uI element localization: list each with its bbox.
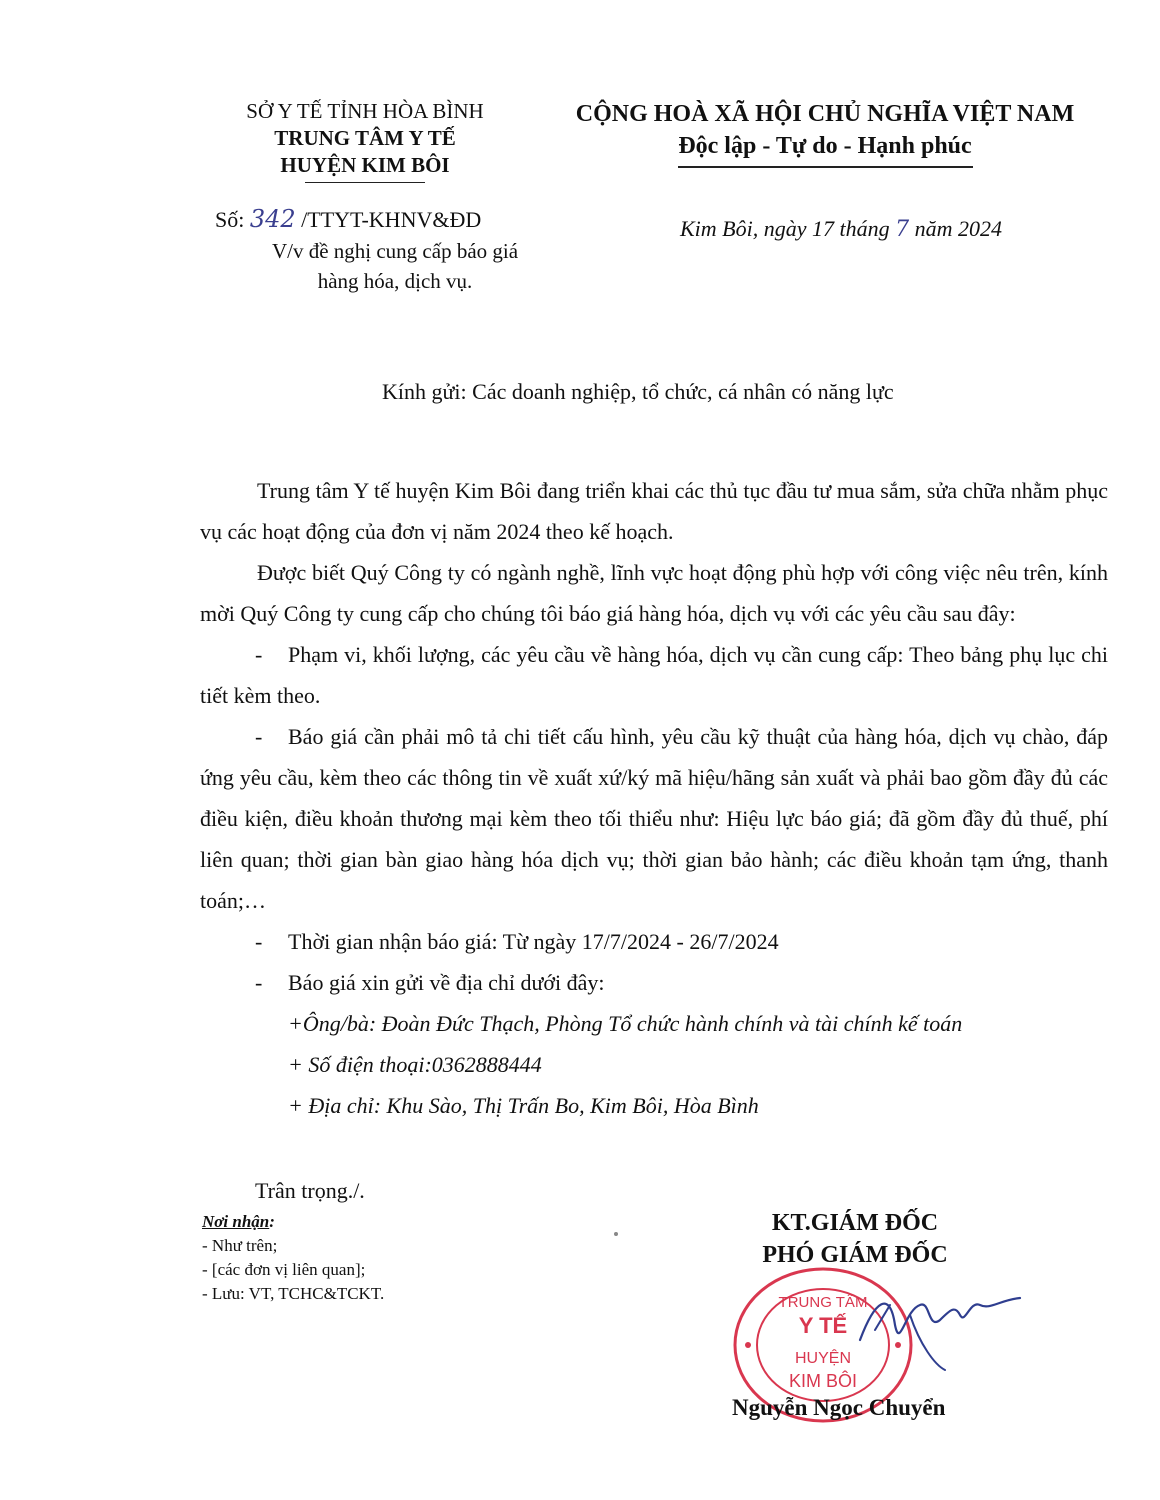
- number-prefix: Số:: [215, 207, 245, 232]
- dash-marker: -: [255, 724, 263, 749]
- stamp-text-line1: TRUNG TÂM: [778, 1294, 868, 1311]
- contact-address: + Địa chỉ: Khu Sào, Thị Trấn Bo, Kim Bôi, Hòa Bình: [288, 1093, 759, 1118]
- recipient-item: - Như trên;: [202, 1236, 278, 1255]
- date-suffix: năm 2024: [914, 216, 1002, 241]
- dash-marker: -: [255, 929, 263, 954]
- letter-body: [200, 470, 1108, 1126]
- body-paragraph-2: Được biết Quý Công ty có ngành nghề, lĩnh vực hoạt động phù hợp với công việc nêu trên, kính mời Quý Công ty cung cấp cho chúng tôi báo giá hàng hóa, dịch vụ với các yêu cầu sau đây:: [200, 560, 1108, 626]
- organization-name-line1: TRUNG TÂM Y TẾ: [274, 126, 456, 150]
- requirement-text-1: Phạm vi, khối lượng, các yêu cầu về hàng hóa, dịch vụ cần cung cấp: Theo bảng phụ lục chi tiết kèm theo.: [200, 642, 1108, 708]
- subject-line2: hàng hóa, dịch vụ.: [317, 269, 473, 293]
- national-header: [545, 98, 1105, 168]
- stamp-text-line4: KIM BÔI: [788, 1371, 858, 1391]
- stamp-text-line3: HUYỆN: [794, 1350, 852, 1367]
- signer-title-line1: KT.GIÁM ĐỐC: [771, 1210, 939, 1236]
- issue-date: [680, 216, 1002, 242]
- handwritten-signature: [850, 1270, 1030, 1385]
- contact-phone: + Số điện thoại:0362888444: [288, 1052, 542, 1077]
- issuing-organization: [195, 98, 535, 183]
- requirement-text-4: Báo giá xin gửi về địa chỉ dưới đây:: [288, 970, 605, 995]
- document-number: [215, 205, 481, 233]
- recipient-item: - Lưu: VT, TCHC&TCKT.: [202, 1284, 385, 1303]
- subject-line1: V/v đề nghị cung cấp báo giá: [271, 239, 519, 263]
- requirement-text-2: Báo giá cần phải mô tả chi tiết cấu hình, yêu cầu kỹ thuật của hàng hóa, dịch vụ chào, đáp ứng yêu cầu, kèm theo các thông tin về xuất xứ/ký mã hiệu/hãng sản xuất và phải bao gồm đầy đủ các điều kiện, điều khoản thương mại kèm theo tối thiểu như: Hiệu lực báo giá; đã gồm đầy đủ thuế, phí liên quan; thời gian bàn giao hàng hóa dịch vụ; thời gian bảo hành; các điều khoản tạm ứng, thanh toán;…: [200, 724, 1108, 913]
- requirement-item-3: [200, 921, 1108, 962]
- contact-person: +Ông/bà: Đoàn Đức Thạch, Phòng Tổ chức hành chính và tài chính kế toán: [288, 1011, 963, 1036]
- date-prefix: Kim Bôi, ngày 17 tháng: [680, 216, 890, 241]
- dash-marker: -: [255, 642, 263, 667]
- organization-name-line2: HUYỆN KIM BÔI: [280, 153, 450, 177]
- recipients-list: [202, 1210, 384, 1306]
- scan-speck: [614, 1232, 618, 1236]
- requirement-text-3: Thời gian nhận báo giá: Từ ngày 17/7/2024 - 26/7/2024: [288, 929, 779, 954]
- body-paragraph-1: Trung tâm Y tế huyện Kim Bôi đang triển khai các thủ tục đầu tư mua sắm, sửa chữa nhằm phục vụ các hoạt động của đơn vị năm 2024 theo kế hoạch.: [200, 478, 1108, 544]
- header-divider: [305, 182, 425, 183]
- parent-organization: SỞ Y TẾ TỈNH HÒA BÌNH: [246, 99, 484, 123]
- stamp-text-line2: Y TẾ: [798, 1313, 848, 1338]
- signer-title-line2: PHÓ GIÁM ĐỐC: [762, 1242, 948, 1268]
- requirement-item-1: [200, 634, 1108, 716]
- recipient-line: Kính gửi: Các doanh nghiệp, tổ chức, cá nhân có năng lực: [382, 379, 894, 404]
- number-suffix: /TTYT-KHNV&ĐD: [301, 207, 482, 232]
- handwritten-month: 7: [895, 217, 910, 242]
- recipients-title: Nơi nhận: [202, 1212, 270, 1231]
- recipients-colon: :: [269, 1212, 275, 1231]
- recipient-item: - [các đơn vị liên quan];: [202, 1260, 366, 1279]
- national-motto: Độc lập - Tự do - Hạnh phúc: [678, 133, 972, 159]
- nation-title: CỘNG HOÀ XÃ HỘI CHỦ NGHĨA VIỆT NAM: [575, 101, 1075, 127]
- signer-title: [730, 1207, 980, 1271]
- motto-divider: [678, 166, 973, 168]
- signer-name: Nguyễn Ngọc Chuyển: [732, 1395, 946, 1420]
- closing-salutation: Trân trọng./.: [255, 1178, 365, 1203]
- requirement-item-2: [200, 716, 1108, 921]
- document-subject: [255, 236, 535, 296]
- requirement-item-4: [200, 962, 1108, 1003]
- dash-marker: -: [255, 970, 263, 995]
- handwritten-number: 342: [249, 205, 296, 233]
